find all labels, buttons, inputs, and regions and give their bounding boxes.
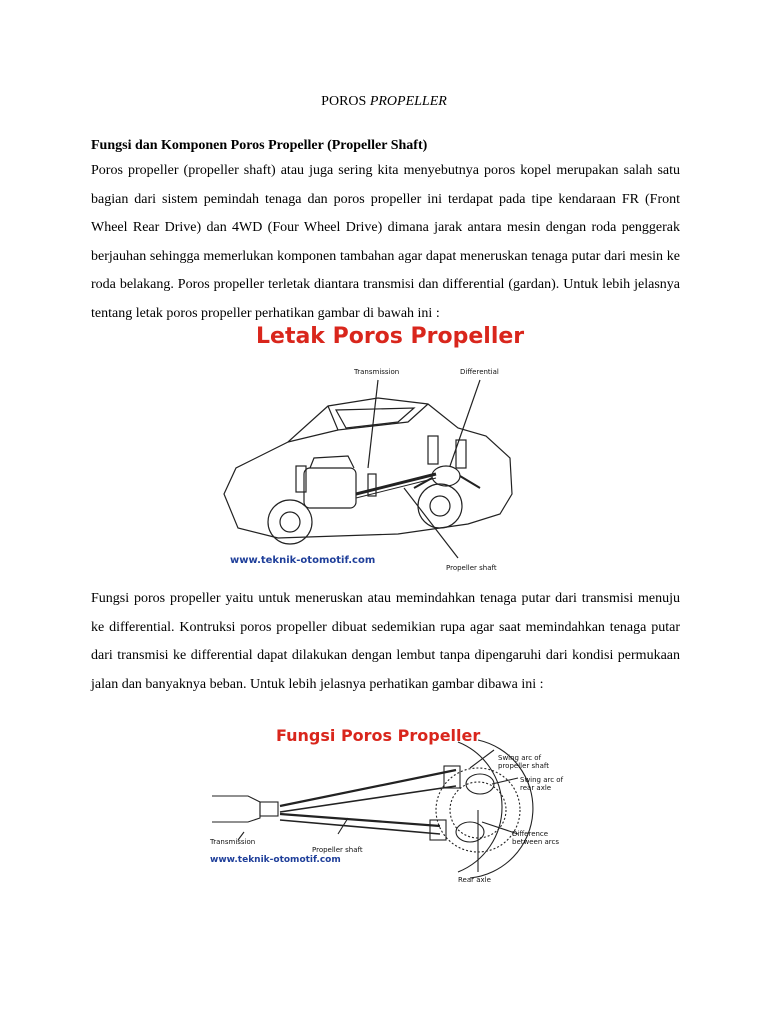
car-cutaway-illustration [218,318,518,580]
title-main: POROS [321,94,367,109]
figure-1-title: Letak Poros Propeller [256,324,525,349]
watermark-2: www.teknik-otomotif.com [210,855,341,865]
label-difference-arcs: Difference between arcs [512,830,560,846]
figure-fungsi-poros [208,722,568,887]
paragraph-intro: Poros propeller (propeller shaft) atau juga sering kita menyebutnya poros kopel merupakan salah satu bagian dari sistem pemindah tenaga dan poros propeller ini terdapat pada tipe kendaraan FR (Front Wheel Rear Drive) dan 4WD (Four Wheel Drive) dimana jarak antara mesin dengan roda penggerak berjauhan sehingga memerlukan komponen tambahan agar dapat meneruskan tenaga putar dari mesin ke roda belakang. Poros propeller terletak diantara transmisi dan differential (gardan). Untuk lebih jelasnya tentang letak poros propeller perhatikan gambar di bawah ini : [91,163,680,321]
label-transmission-2: Transmission [210,838,256,846]
section-heading: Fungsi dan Komponen Poros Propeller (Propeller Shaft) [91,138,428,153]
label-transmission: Transmission [354,368,400,376]
page-title [0,93,768,111]
watermark-1: www.teknik-otomotif.com [230,555,376,566]
label-propeller-shaft-2: Propeller shaft [312,846,363,854]
label-swing-arc-axle: Swing arc of rear axle [520,776,564,792]
label-differential: Differential [460,368,499,376]
label-rear-axle: Rear axle [458,876,491,884]
title-italic: PROPELLER [369,94,447,109]
label-swing-arc-shaft: Swing arc of propeller shaft [498,754,549,770]
paragraph-function: Fungsi poros propeller yaitu untuk meneruskan atau memindahkan tenaga putar dari transmisi menuju ke differential. Kontruksi poros propeller dibuat sedemikian rupa agar saat memindahkan tenaga putar dari transmisi ke differential dapat dilakukan dengan lembut tanpa dipengaruhi dari kondisi permukaan jalan dan banyaknya beban. Untuk lebih jelasnya perhatikan gambar dibawa ini : [91,591,680,692]
label-propeller-shaft: Propeller shaft [446,564,497,572]
figure-2-title: Fungsi Poros Propeller [276,726,481,745]
figure-letak-poros [218,318,525,580]
